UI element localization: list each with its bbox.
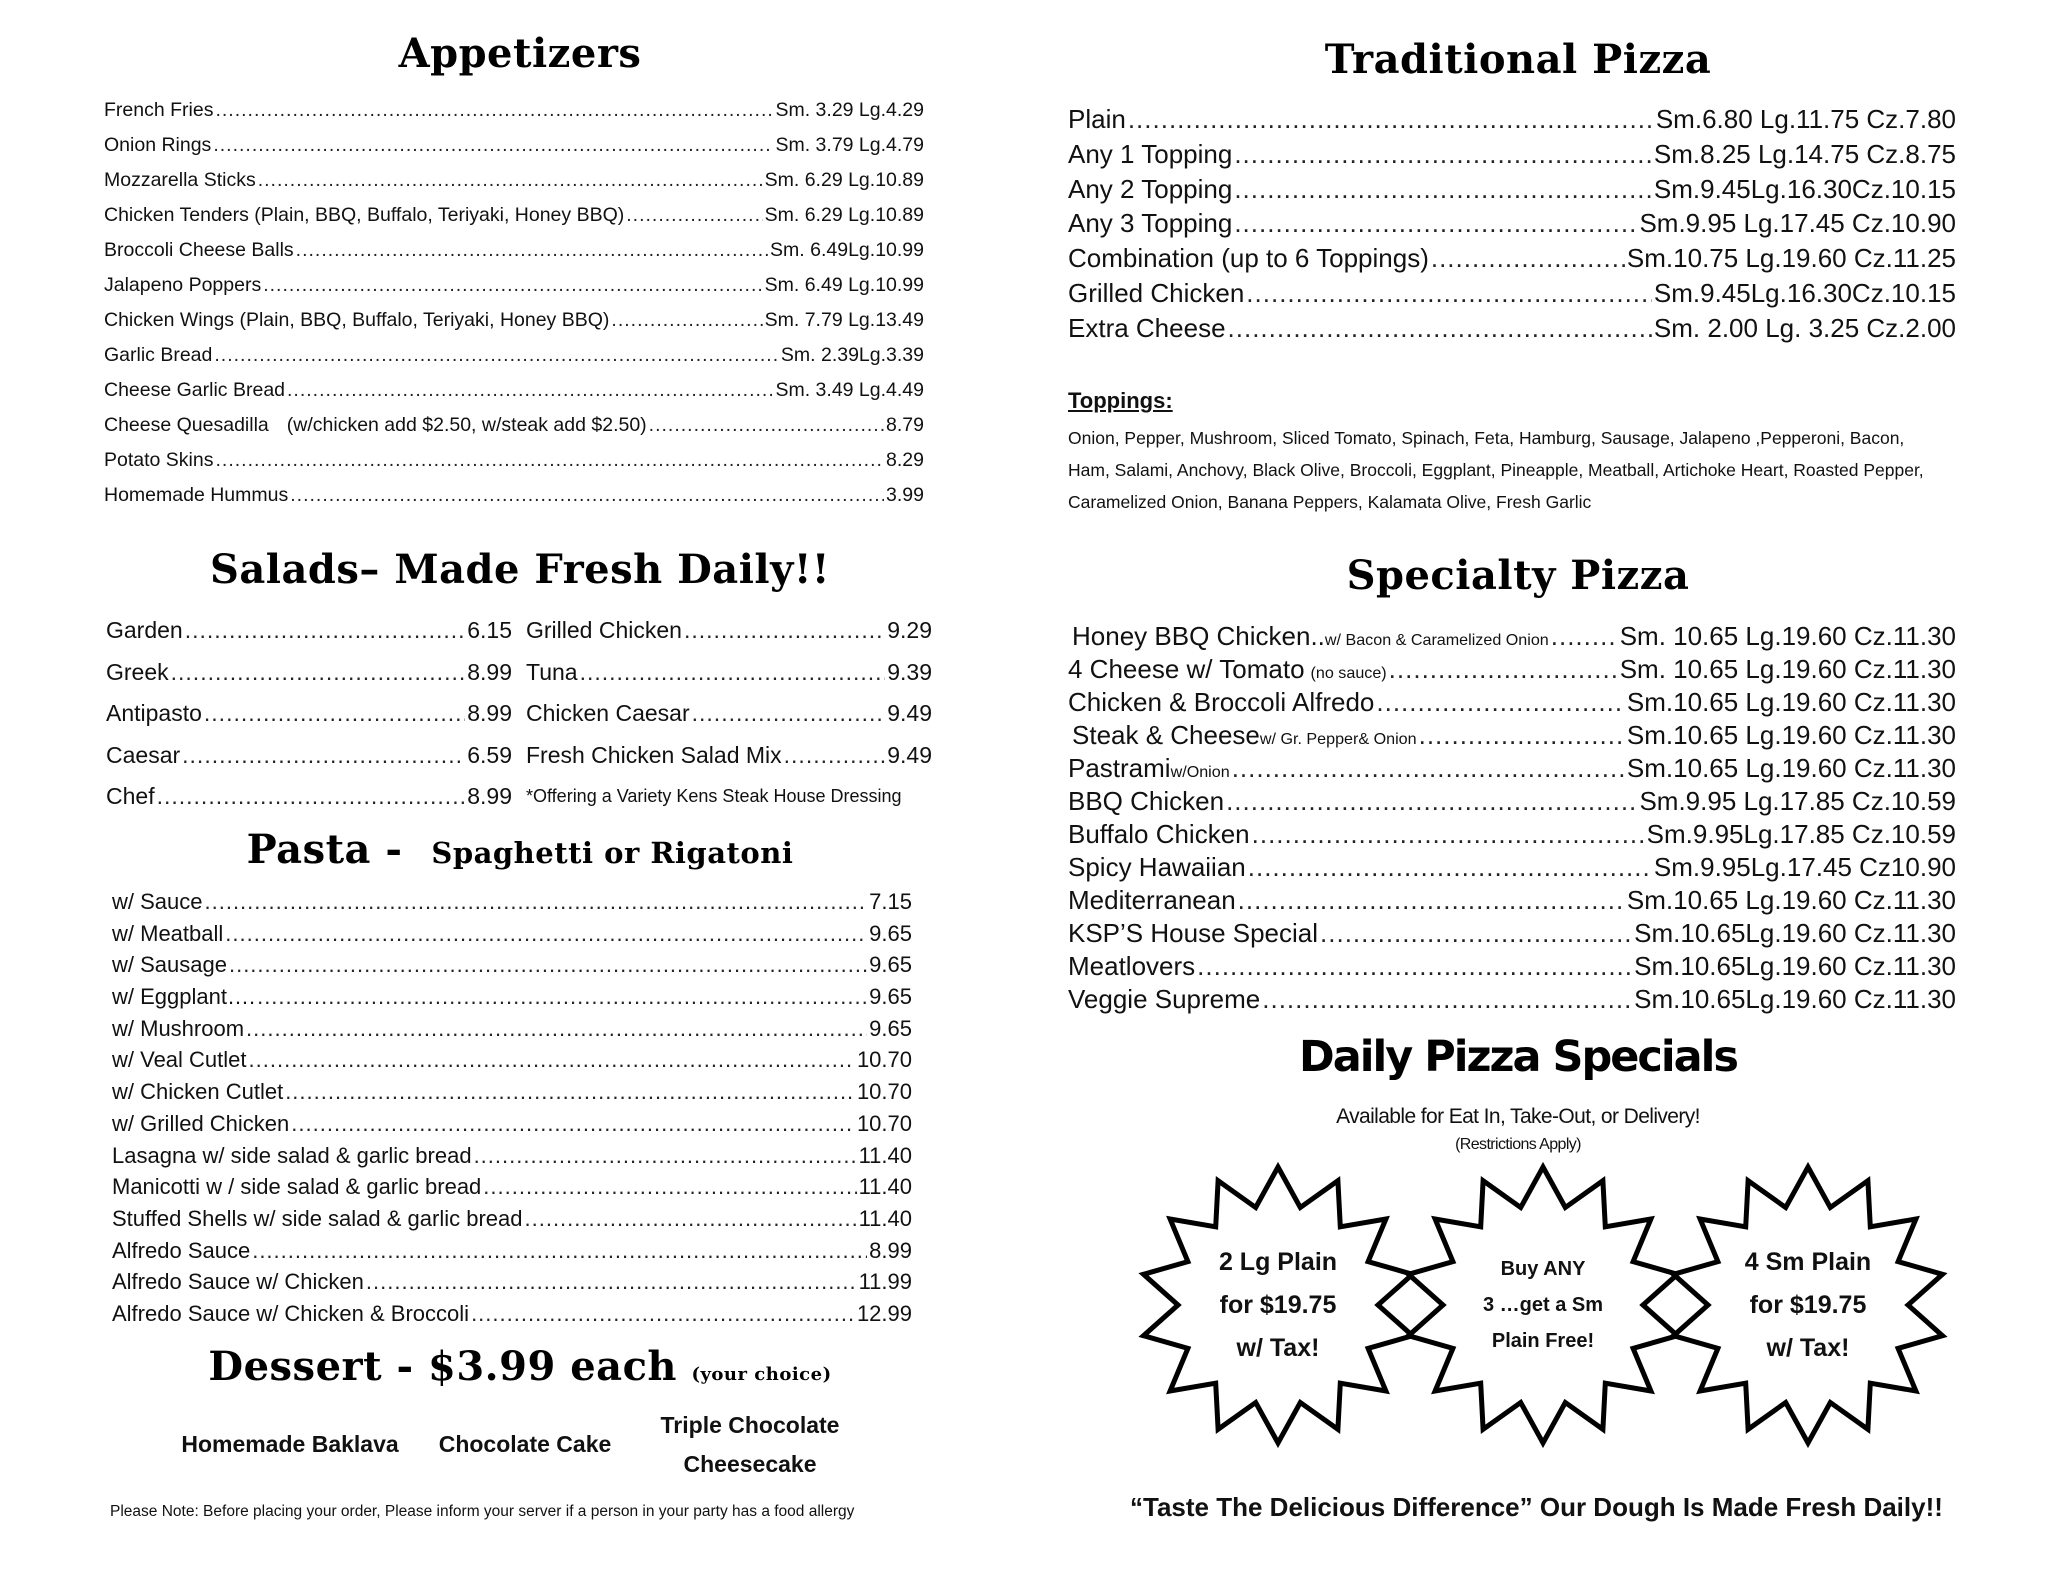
item-name: Fresh Chicken Salad Mix [526, 741, 782, 768]
item-name: Homemade Hummus [104, 484, 289, 506]
item-name: French Fries [104, 99, 214, 121]
item-price: 9.39 [887, 658, 932, 685]
deal-line: for $19.75 [1749, 1290, 1867, 1319]
item-price: 10.70 [856, 1110, 912, 1136]
item-price: Sm.10.65Lg.19.60 Cz.11.30 [1634, 918, 1956, 948]
allergy-note: Please Note: Before placing your order, Please inform your server if a person in your party has a food allergy [110, 1503, 855, 1520]
item-price: Sm. 3.79 Lg.4.79 [775, 134, 924, 156]
item-price: Sm.10.65Lg.19.60 Cz.11.30 [1634, 984, 1956, 1014]
tagline: “Taste The Delicious Difference” Our Dough Is Made Fresh Daily!! [1130, 1492, 1943, 1522]
item-price: Sm. 10.65 Lg.19.60 Cz.11.30 [1619, 621, 1956, 651]
item-name: Garlic Bread [104, 344, 213, 366]
item-price: 3.99 [886, 484, 924, 506]
list-item [112, 949, 912, 981]
deal-line: w/ Tax! [1766, 1333, 1850, 1362]
toppings-heading: Toppings: [1068, 388, 1173, 413]
list-item [104, 93, 924, 128]
item-note: (no sauce) [1310, 664, 1387, 682]
list-item [526, 735, 932, 777]
list-item [112, 1108, 912, 1140]
item-name: w/ Sausage [112, 952, 227, 978]
item-name: w/ Grilled Chicken [112, 1110, 290, 1136]
item-price: Sm.10.75 Lg.19.60 Cz.11.25 [1626, 243, 1956, 274]
list-item [106, 693, 512, 735]
item-price: Sm.9.95 Lg.17.45 Cz.10.90 [1639, 208, 1956, 239]
item-name: Potato Skins [104, 449, 214, 471]
item-price: Sm.9.45Lg.16.30Cz.10.15 [1653, 173, 1956, 204]
list-item [112, 1235, 912, 1267]
restrictions-note: (Restrictions Apply) [1455, 1136, 1581, 1153]
item-note: w/ Bacon & Caramelized Onion [1324, 631, 1549, 649]
list-item [1068, 276, 1956, 311]
pasta-title [100, 826, 940, 873]
specialty-pizza-list [1068, 620, 1956, 1016]
item-name: Alfredo Sauce [112, 1237, 251, 1263]
pasta-list [112, 886, 912, 1330]
item-name: Steak & Cheese [1072, 720, 1260, 750]
item-price: Sm. 2.39Lg.3.39 [780, 344, 924, 366]
item-price: Sm.8.25 Lg.14.75 Cz.8.75 [1653, 138, 1956, 169]
list-item [1068, 950, 1956, 983]
list-item [104, 478, 924, 513]
list-item [106, 652, 512, 694]
salads-grid [106, 610, 932, 818]
item-price: Sm.9.95 Lg.17.85 Cz.10.59 [1639, 786, 1956, 816]
item-name: Garden [106, 617, 183, 643]
item-note: w/Onion [1170, 763, 1230, 781]
item-name: Caesar [106, 741, 181, 768]
item-name: Honey BBQ Chicken.. [1072, 621, 1325, 651]
salads-title: Salads– Made Fresh Daily!! [210, 546, 830, 593]
item-price: 11.40 [858, 1142, 912, 1168]
dessert-item: Triple Chocolate Cheesecake [660, 1412, 840, 1477]
daily-deals [1138, 1160, 1948, 1460]
dessert-item: Chocolate Cake [438, 1431, 612, 1457]
list-item [106, 735, 512, 777]
item-name: Mozzarella Sticks [104, 169, 256, 191]
list-item [1068, 653, 1956, 686]
list-item [104, 268, 924, 303]
list-item [1068, 206, 1956, 241]
salads-right-column [526, 610, 932, 818]
item-name: 4 Cheese w/ Tomato [1068, 654, 1305, 684]
list-item [112, 1298, 912, 1330]
deal-line: 2 Lg Plain [1218, 1247, 1338, 1276]
list-item [1068, 686, 1956, 719]
list-item [112, 918, 912, 950]
item-price: 9.65 [869, 984, 912, 1010]
item-name: Any 3 Topping [1068, 208, 1233, 239]
item-name: Any 2 Topping [1068, 173, 1233, 204]
item-name: w/ Eggplant…. [112, 984, 256, 1010]
item-name: Chicken & Broccoli Alfredo [1068, 687, 1375, 717]
list-item [104, 408, 924, 443]
item-name: Cheese Garlic Bread [104, 379, 286, 401]
item-price: Sm. 7.79 Lg.13.49 [764, 309, 924, 331]
item-price: Sm. 10.65 Lg.19.60 Cz.11.30 [1619, 654, 1956, 684]
list-item [112, 1044, 912, 1076]
specialty-pizza-title: Specialty Pizza [1346, 552, 1690, 599]
item-price: 6.59 [467, 741, 512, 768]
item-price: Sm.9.45Lg.16.30Cz.10.15 [1653, 277, 1956, 308]
toppings-list: Onion, Pepper, Mushroom, Sliced Tomato, Spinach, Feta, Hamburg, Sausage, Jalapeno ,Pepperoni, Bacon, Ham, Salami, Anchovy, Black Olive, Broccoli, Eggplant, Pineapple, Meatball, Artichoke Heart, Roasted Pepper, Caramelized Onion, Banana Peppers, Kalamata Olive, Fresh Garlic [1068, 428, 1924, 512]
item-name: Chicken Tenders (Plain, BBQ, Buffalo, Teriyaki, Honey BBQ) [104, 204, 625, 226]
item-price: Sm.6.80 Lg.11.75 Cz.7.80 [1655, 104, 1956, 134]
daily-specials-subtitle: Available for Eat In, Take-Out, or Delivery! [1336, 1105, 1700, 1128]
list-item [112, 1203, 912, 1235]
deal-line: Buy ANY [1500, 1258, 1586, 1280]
item-name: Grilled Chicken [1068, 277, 1245, 308]
item-name: Cheese Quesadilla [104, 414, 269, 436]
list-item [106, 610, 512, 652]
traditional-pizza-list [1068, 102, 1956, 346]
item-price: 10.70 [856, 1079, 912, 1105]
list-item [1068, 818, 1956, 851]
deal-starburst [1138, 1160, 1418, 1450]
item-price: Sm.10.65Lg.19.60 Cz.11.30 [1634, 951, 1956, 981]
dessert-item: Homemade Baklava [181, 1431, 399, 1457]
pasta-title-text: Pasta - [246, 826, 403, 873]
dressing-note: *Offering a Variety Kens Steak House Dressing [526, 786, 902, 806]
item-name: Stuffed Shells w/ side salad & garlic bread [112, 1205, 523, 1231]
daily-specials-title: Daily Pizza Specials [1299, 1032, 1737, 1082]
item-price: 9.65 [869, 952, 912, 978]
item-name: Buffalo Chicken [1068, 819, 1250, 849]
item-name: Antipasto [106, 700, 202, 726]
item-price: 8.99 [467, 700, 512, 726]
item-name: Jalapeno Poppers [104, 274, 262, 296]
item-name: Pastrami [1068, 753, 1171, 783]
item-name: Grilled Chicken [526, 617, 682, 643]
right-column [1068, 0, 1968, 1582]
list-item [104, 198, 924, 233]
item-price: 8.29 [886, 449, 924, 471]
item-price: Sm.9.95Lg.17.45 Cz10.90 [1653, 852, 1956, 882]
deal-line: 4 Sm Plain [1744, 1247, 1872, 1276]
list-item [1068, 785, 1956, 818]
list-item [1068, 752, 1956, 785]
list-item [1068, 311, 1956, 346]
deal-starburst [1668, 1160, 1948, 1450]
item-price: Sm. 2.00 Lg. 3.25 Cz.2.00 [1653, 312, 1956, 343]
item-name: Alfredo Sauce w/ Chicken & Broccoli [112, 1300, 470, 1326]
item-name: Chicken Caesar [526, 700, 690, 726]
list-item [1068, 884, 1956, 917]
item-price: Sm.10.65 Lg.19.60 Cz.11.30 [1626, 720, 1956, 750]
item-name: Alfredo Sauce w/ Chicken [112, 1269, 364, 1295]
dessert-items [170, 1400, 940, 1490]
item-name: Veggie Supreme [1068, 984, 1261, 1014]
item-note: w/ Gr. Pepper& Onion [1259, 730, 1417, 748]
deal-line: w/ Tax! [1236, 1333, 1320, 1362]
item-name: Plain [1068, 104, 1126, 134]
item-price: 9.29 [887, 617, 932, 643]
deal-text [1453, 1160, 1633, 1450]
pasta-subtitle: Spaghetti or Rigatoni [431, 836, 794, 870]
item-name: Combination (up to 6 Toppings) [1068, 243, 1429, 274]
deal-starburst [1403, 1160, 1683, 1450]
item-price: 10.70 [856, 1047, 912, 1073]
item-name: Chicken Wings (Plain, BBQ, Buffalo, Teriyaki, Honey BBQ) [104, 309, 610, 331]
item-name: Extra Cheese [1068, 312, 1226, 343]
item-name: Tuna [526, 658, 578, 685]
deal-line: 3 …get a Sm [1482, 1294, 1604, 1316]
item-note: (w/chicken add $2.50, w/steak add $2.50) [286, 414, 647, 436]
list-item [104, 303, 924, 338]
item-name: KSP’S House Special [1068, 918, 1319, 948]
item-price: 8.99 [869, 1237, 912, 1263]
list-item [1068, 719, 1956, 752]
item-price: 9.49 [887, 700, 932, 726]
list-item [104, 443, 924, 478]
item-name: w/ Chicken Cutlet [112, 1079, 284, 1105]
list-item [112, 1266, 912, 1298]
appetizers-title: Appetizers [398, 30, 642, 77]
list-item [106, 776, 512, 818]
list-item [1068, 102, 1956, 137]
dessert-title [100, 1343, 940, 1390]
item-name: Chef [106, 783, 155, 809]
traditional-pizza-title: Traditional Pizza [1324, 36, 1712, 83]
item-price: Sm.9.95Lg.17.85 Cz.10.59 [1646, 819, 1956, 849]
list-item [1068, 172, 1956, 207]
item-name: Meatlovers [1068, 951, 1196, 981]
item-name: w/ Sauce [112, 889, 203, 914]
list-item [112, 981, 912, 1013]
list-item [112, 1013, 912, 1045]
list-item [104, 128, 924, 163]
list-item [112, 886, 912, 918]
item-name: Greek [106, 658, 169, 685]
list-item [112, 1171, 912, 1203]
list-item [1068, 137, 1956, 172]
item-price: 9.65 [869, 920, 912, 946]
dessert-subtitle: (your choice) [691, 1364, 832, 1385]
deal-line: Plain Free! [1491, 1330, 1595, 1352]
list-item [104, 338, 924, 373]
dessert-title-text: Dessert - $3.99 each [208, 1343, 678, 1390]
item-price: Sm. 3.29 Lg.4.29 [775, 99, 924, 121]
list-item [104, 163, 924, 198]
item-price: Sm.10.65 Lg.19.60 Cz.11.30 [1626, 885, 1956, 915]
list-item [104, 233, 924, 268]
item-price: 9.49 [887, 741, 932, 768]
item-name: Lasagna w/ side salad & garlic bread [112, 1142, 472, 1168]
list-item [1068, 620, 1956, 653]
item-price: 6.15 [467, 617, 512, 643]
item-name: w/ Mushroom [112, 1015, 245, 1041]
item-name: Mediterranean [1068, 885, 1236, 915]
item-name: w/ Meatball [112, 920, 224, 946]
item-name: Onion Rings [104, 134, 212, 156]
deal-text [1188, 1160, 1368, 1450]
item-name: Manicotti w / side salad & garlic bread [112, 1174, 482, 1200]
deal-line: for $19.75 [1219, 1290, 1337, 1319]
salads-left-column [106, 610, 512, 818]
item-name: BBQ Chicken [1068, 786, 1225, 816]
item-price: Sm. 6.49Lg.10.99 [770, 239, 924, 261]
list-item [112, 1076, 912, 1108]
list-item [526, 693, 932, 735]
item-price: 11.40 [858, 1205, 912, 1231]
item-price: Sm.10.65 Lg.19.60 Cz.11.30 [1626, 687, 1956, 717]
item-price: Sm. 6.49 Lg.10.99 [764, 274, 924, 296]
item-price: 8.79 [886, 414, 924, 436]
list-item [1068, 917, 1956, 950]
deal-text [1718, 1160, 1898, 1450]
item-price: 8.99 [467, 658, 512, 685]
list-item [104, 373, 924, 408]
list-item [112, 1140, 912, 1172]
item-name: Any 1 Topping [1068, 138, 1233, 169]
item-price: 11.99 [858, 1269, 912, 1295]
item-price: Sm. 3.49 Lg.4.49 [775, 379, 924, 401]
list-item [1068, 851, 1956, 884]
item-price: 12.99 [856, 1300, 912, 1326]
list-item [1068, 983, 1956, 1016]
item-name: Broccoli Cheese Balls [104, 239, 294, 261]
item-price: 11.40 [858, 1174, 912, 1200]
list-item [526, 652, 932, 694]
list-item [526, 610, 932, 652]
left-column [100, 0, 940, 1582]
item-name: w/ Veal Cutlet [112, 1047, 247, 1073]
item-price: Sm. 6.29 Lg.10.89 [764, 169, 924, 191]
appetizers-list [104, 93, 924, 513]
item-price: 9.65 [869, 1015, 912, 1041]
item-price: Sm. 6.29 Lg.10.89 [764, 204, 924, 226]
item-price: 7.15 [869, 889, 912, 914]
item-name: Spicy Hawaiian [1068, 852, 1246, 882]
list-item [1068, 241, 1956, 276]
item-price: 8.99 [467, 783, 512, 809]
item-price: Sm.10.65 Lg.19.60 Cz.11.30 [1626, 753, 1956, 783]
